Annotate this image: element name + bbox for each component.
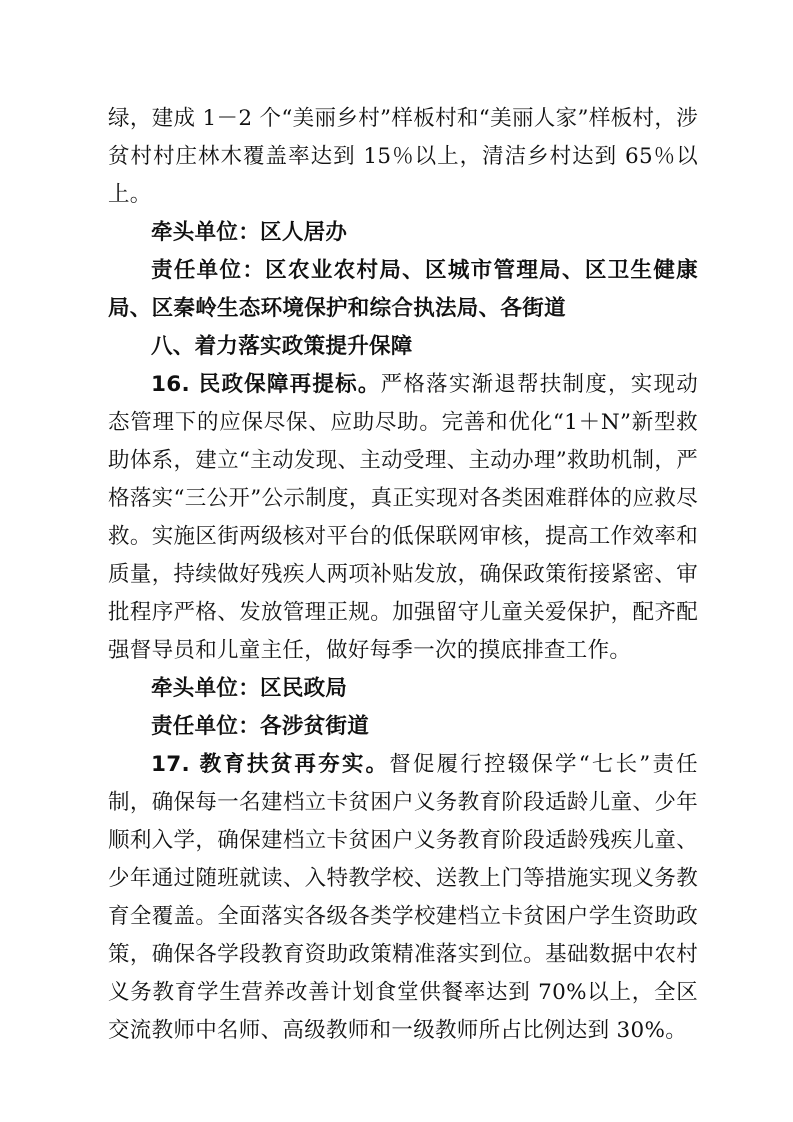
section-heading: 八、着力落实政策提升保障 <box>151 334 413 359</box>
item17-body: 督促履行控辍保学“七长”责任制，确保每一名建档立卡贫困户义务教育阶段适龄儿童、少年顺利入学，确保建档立卡贫困户义务教育阶段适龄残疾儿童、少年通过随班就读、入特教学校、送教上门等措施实现义务教育全覆盖。全面落实各级各类学校建档立卡贫困户学生资助政策，确保各学段教育资助政策精准落实到位。基础数据中农村义务教育学生营养改善计划食堂供餐率达到 70%以上，全区交流教师中名师、高级教师和一级教师所占比例达到 30%。 <box>108 752 698 1043</box>
lead-unit-value: 区人居办 <box>260 220 348 245</box>
item15-responsible-unit <box>108 252 698 328</box>
responsible-unit-value: 各涉贫街道 <box>260 714 370 739</box>
item15-lead-unit <box>108 214 698 252</box>
item16-lead-unit <box>108 670 698 708</box>
lead-unit-value: 区民政局 <box>260 676 348 701</box>
responsible-unit-value: 区农业农村局、区城市管理局、区卫生健康局、区秦岭生态环境保护和综合执法局、各街道 <box>108 258 698 321</box>
item17-title: 17. 教育扶贫再夯实。 <box>151 752 390 777</box>
document-page <box>108 100 698 1050</box>
intro-paragraph: 绿，建成 1－2 个“美丽乡村”样板村和“美丽人家”样板村，涉贫村村庄林木覆盖率达到 15％以上，清洁乡村达到 65％以上。 <box>108 106 698 207</box>
responsible-unit-label: 责任单位： <box>151 258 266 283</box>
item16-body: 严格落实渐退帮扶制度，实现动态管理下的应保尽保、应助尽助。完善和优化“1＋N”新型救助体系，建立“主动发现、主动受理、主动办理”救助机制，严格落实“三公开”公示制度，真正实现对各类困难群体的应救尽救。实施区街两级核对平台的低保联网审核，提高工作效率和质量，持续做好残疾人两项补贴发放，确保政策衔接紧密、审批程序严格、发放管理正规。加强留守儿童关爱保护，配齐配强督导员和儿童主任，做好每季一次的摸底排查工作。 <box>108 372 698 663</box>
lead-unit-label: 牵头单位： <box>151 220 261 245</box>
responsible-unit-label: 责任单位： <box>151 714 261 739</box>
item16-paragraph <box>108 366 698 670</box>
lead-unit-label: 牵头单位： <box>151 676 261 701</box>
item16-responsible-unit <box>108 708 698 746</box>
item17-paragraph <box>108 746 698 1050</box>
item16-title: 16. 民政保障再提标。 <box>151 372 381 397</box>
